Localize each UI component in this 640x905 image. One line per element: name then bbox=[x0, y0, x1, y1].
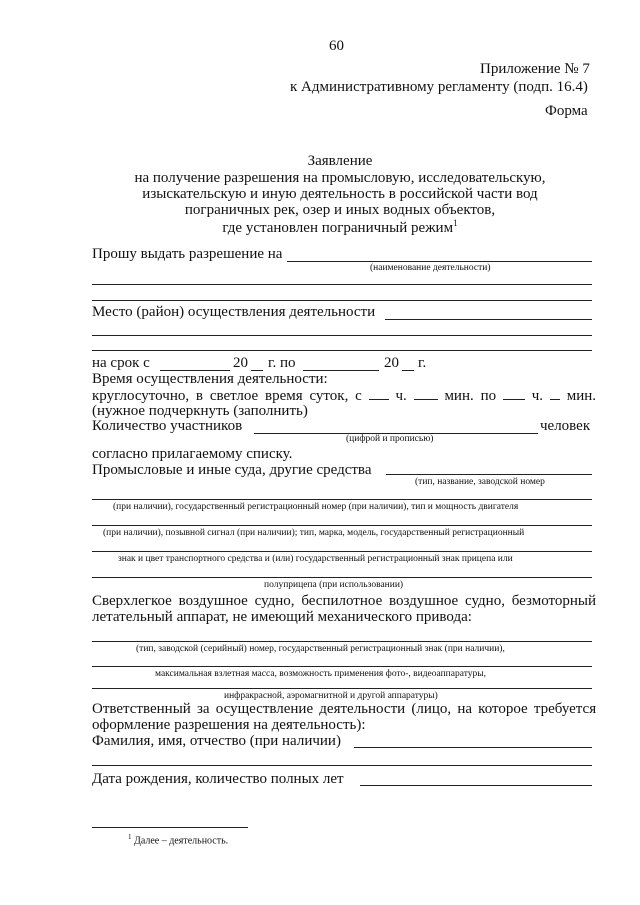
aircraft-line-1 bbox=[92, 593, 596, 610]
time-w1: круглосуточно, bbox=[92, 388, 190, 404]
resp-w8: требуется bbox=[533, 701, 597, 717]
fio-label: Фамилия, имя, отчество (при наличии) bbox=[92, 733, 341, 749]
title-heading: Заявление bbox=[307, 153, 373, 169]
time-label: Время осуществления деятельности: bbox=[92, 371, 328, 387]
aircraft-w3: судно, bbox=[254, 593, 295, 609]
aircraft-line-2: летательный аппарат, не имеющий механического привода: bbox=[92, 609, 472, 625]
vessels-hint-4: знак и цвет транспортного средства и (или) государственный регистрационный знак прицепа или bbox=[118, 554, 513, 564]
vessels-hint-2: (при наличии), государственный регистрационный номер (при наличии), тип и мощность двигателя bbox=[113, 502, 519, 512]
activity-name-field-3[interactable] bbox=[92, 300, 592, 301]
footnote-separator bbox=[92, 827, 248, 828]
resp-w3: осуществление bbox=[215, 701, 314, 717]
time-w11: мин. bbox=[566, 388, 596, 404]
aircraft-field-1[interactable] bbox=[92, 641, 592, 642]
participants-label: Количество участников bbox=[92, 418, 243, 434]
hours-to-field[interactable] bbox=[503, 387, 525, 400]
regulation-reference: к Административному регламенту (подп. 16.4) bbox=[290, 79, 588, 95]
vessels-field-3[interactable] bbox=[92, 525, 592, 526]
aircraft-w4: беспилотное bbox=[301, 593, 383, 609]
vessels-hint-3: (при наличии), позывной сигнал (при наличии); тип, марка, модель, государственный регистрационный bbox=[103, 528, 525, 538]
page-number: 60 bbox=[329, 38, 344, 54]
aircraft-hint-3: инфракрасной, аэромагнитной и другой аппаратуры) bbox=[224, 691, 438, 701]
fio-field[interactable] bbox=[354, 747, 592, 748]
participants-unit: человек bbox=[540, 418, 591, 434]
request-label: Прошу выдать разрешение на bbox=[92, 246, 283, 262]
vessels-hint-1: (тип, название, заводской номер bbox=[415, 477, 545, 487]
title-line-2: изыскательскую и иную деятельность в российской части вод bbox=[142, 186, 538, 202]
aircraft-w5: воздушное bbox=[389, 593, 459, 609]
responsible-line-2: оформление разрешения на деятельность): bbox=[92, 717, 366, 733]
hours-from-field[interactable] bbox=[369, 387, 389, 400]
activity-name-hint: (наименование деятельности) bbox=[370, 263, 491, 273]
aircraft-w1: Сверхлегкое bbox=[92, 593, 172, 609]
term-year-2: 20 bbox=[384, 355, 399, 371]
resp-w4: деятельности bbox=[319, 701, 406, 717]
time-w9: по bbox=[480, 388, 497, 404]
list-note: согласно прилагаемому списку. bbox=[92, 446, 293, 462]
footnote-mark: 1 bbox=[128, 833, 132, 841]
vessels-hint-5: полуприцепа (при использовании) bbox=[264, 580, 404, 590]
aircraft-w7: безмоторный bbox=[511, 593, 597, 609]
time-w7: ч. bbox=[395, 388, 407, 404]
title-line-4-text: где установлен пограничный режим bbox=[222, 220, 454, 236]
time-w4: время bbox=[265, 388, 303, 404]
minutes-to-field[interactable] bbox=[550, 387, 560, 400]
place-field-2[interactable] bbox=[92, 335, 592, 336]
resp-w2: за bbox=[196, 701, 210, 717]
footnote-text: Далее – деятельность. bbox=[134, 835, 229, 847]
term-prefix: на срок с bbox=[92, 355, 150, 371]
time-w8: мин. bbox=[444, 388, 474, 404]
footnote bbox=[128, 833, 228, 846]
aircraft-hint-1: (тип, заводской (серийный) номер, государственный регистрационный знак (при наличии), bbox=[136, 644, 505, 654]
title-line-3: пограничных рек, озер и иных водных объектов, bbox=[184, 202, 496, 218]
resp-w7: которое bbox=[478, 701, 528, 717]
form-label: Форма bbox=[545, 103, 588, 119]
vessels-field-4[interactable] bbox=[92, 551, 592, 552]
term-year-suffix: г. bbox=[418, 355, 427, 371]
vessels-field-5[interactable] bbox=[92, 577, 592, 578]
term-year-1: 20 bbox=[233, 355, 248, 371]
vessels-field-2[interactable] bbox=[92, 499, 592, 500]
minutes-from-field[interactable] bbox=[414, 387, 438, 400]
place-field-3[interactable] bbox=[92, 350, 592, 351]
participants-hint: (цифрой и прописью) bbox=[346, 434, 434, 444]
aircraft-field-2[interactable] bbox=[92, 666, 592, 667]
place-field[interactable] bbox=[385, 319, 592, 320]
resp-w6: на bbox=[457, 701, 472, 717]
vessels-field[interactable] bbox=[386, 474, 592, 475]
underline-note: (нужное подчеркнуть (заполнить) bbox=[92, 403, 308, 419]
fio-field-2[interactable] bbox=[92, 765, 592, 766]
time-w2: в bbox=[195, 388, 204, 404]
aircraft-field-3[interactable] bbox=[92, 688, 592, 689]
birth-field[interactable] bbox=[360, 785, 592, 786]
responsible-line-1 bbox=[92, 701, 596, 718]
title-line-4 bbox=[0, 218, 640, 237]
term-to: г. по bbox=[268, 355, 296, 371]
aircraft-w6: судно, bbox=[465, 593, 505, 609]
time-w6: с bbox=[355, 388, 362, 404]
aircraft-w2: воздушное bbox=[178, 593, 248, 609]
time-w3: светлое bbox=[209, 388, 259, 404]
appendix-number: Приложение № 7 bbox=[480, 61, 590, 77]
footnote-reference: 1 bbox=[453, 218, 458, 228]
aircraft-hint-2: максимальная взлетная масса, возможность применения фото-, видеоаппаратуры, bbox=[155, 669, 486, 679]
vessels-label: Промысловые и иные суда, другие средства bbox=[92, 462, 372, 478]
place-label: Место (район) осуществления деятельности bbox=[92, 304, 376, 320]
resp-w5: (лицо, bbox=[411, 701, 452, 717]
activity-name-field[interactable] bbox=[287, 261, 592, 262]
term-end-year-field[interactable] bbox=[402, 370, 414, 371]
time-w10: ч. bbox=[531, 388, 544, 404]
birth-label: Дата рождения, количество полных лет bbox=[92, 771, 344, 787]
title-line-1: на получение разрешения на промысловую, исследовательскую, bbox=[134, 170, 546, 186]
activity-name-field-2[interactable] bbox=[92, 284, 592, 285]
time-w5: суток, bbox=[309, 388, 349, 404]
resp-w1: Ответственный bbox=[92, 701, 191, 717]
